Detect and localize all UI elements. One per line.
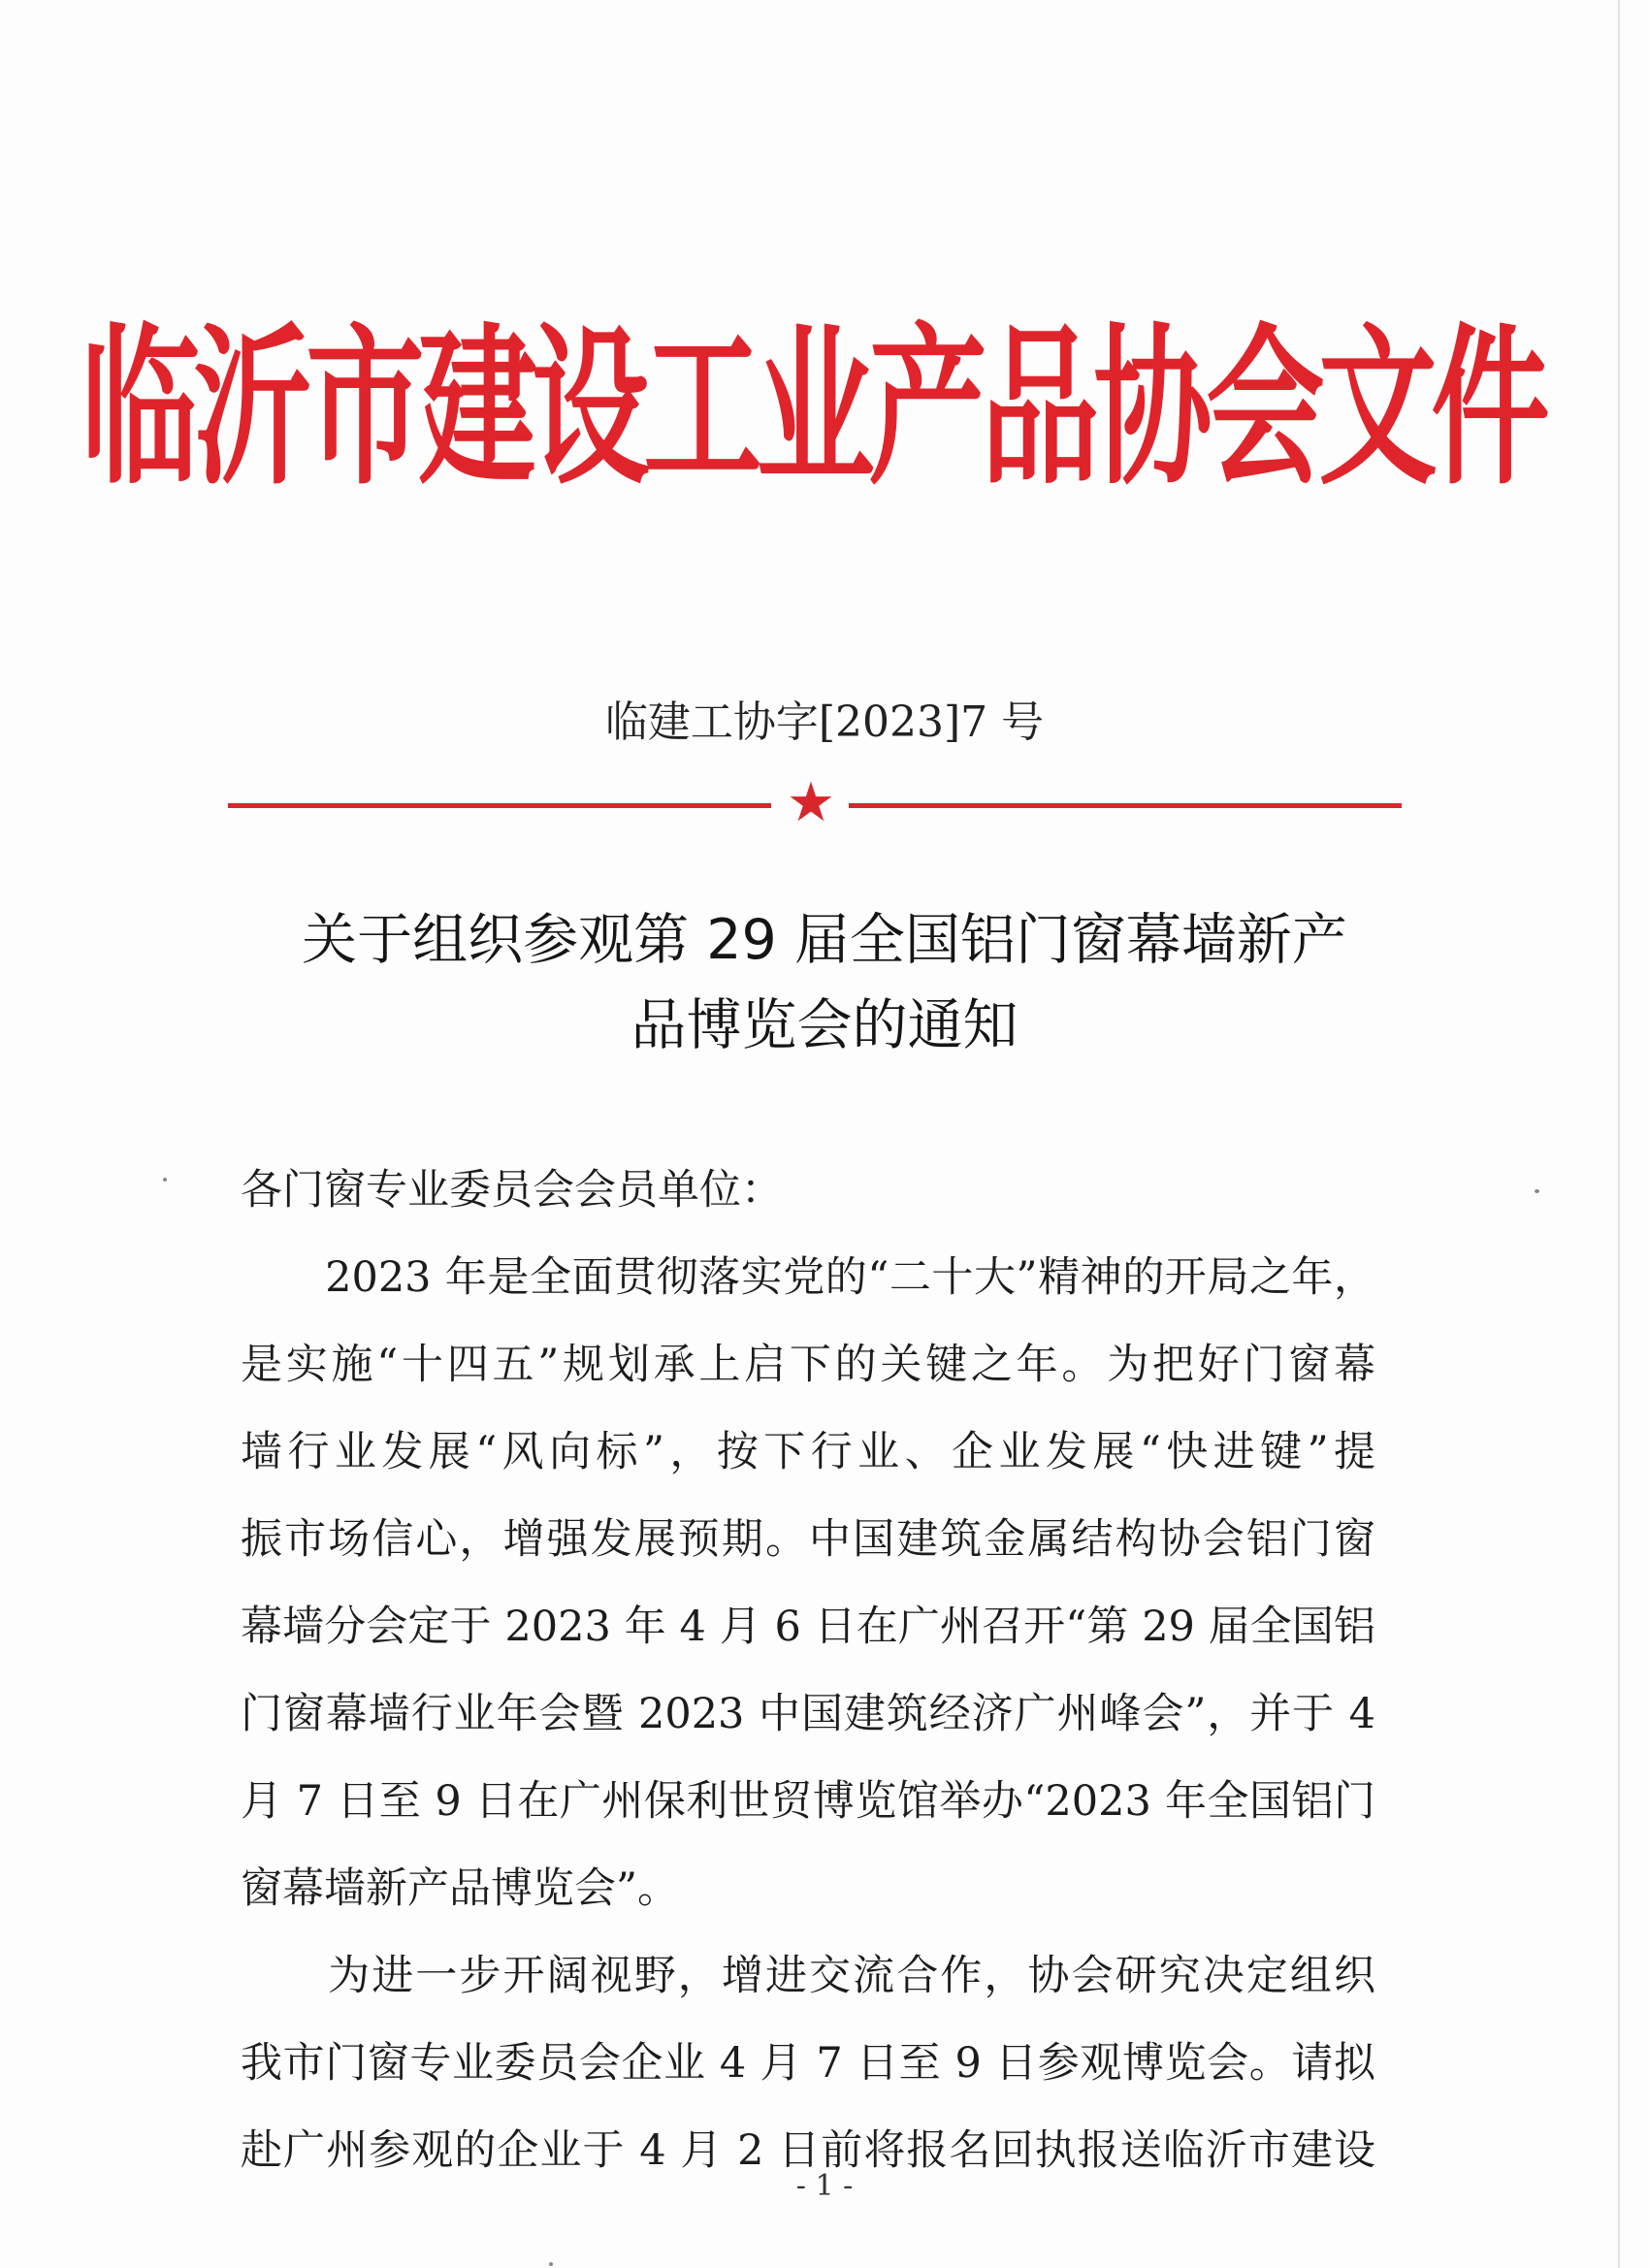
body-line: 墙行业发展“风向标”，按下行业、企业发展“快进键”提 bbox=[241, 1428, 1375, 1476]
body-line: 振市场信心，增强发展预期。中国建筑金属结构协会铝门窗 bbox=[241, 1515, 1375, 1564]
issuer-header: 临沂市建设工业产品协会文件 bbox=[81, 308, 1544, 508]
scan-speck bbox=[549, 2262, 553, 2266]
body-line: 月 7 日至 9 日在广州保利世贸博览馆举办“2023 年全国铝门 bbox=[241, 1777, 1375, 1826]
page-number: - 1 - bbox=[795, 2169, 854, 2203]
body-line: 是实施“十四五”规划承上启下的关键之年。为把好门窗幕 bbox=[241, 1341, 1375, 1389]
paragraph-1 bbox=[241, 1234, 1375, 1932]
body-line: 为进一步开阔视野，增进交流合作，协会研究决定组织 bbox=[241, 1952, 1375, 2000]
body-line: 2023 年是全面贯彻落实党的“二十大”精神的开局之年， bbox=[241, 1253, 1375, 1302]
star-icon: ★ bbox=[786, 771, 836, 834]
scan-speck bbox=[163, 1178, 167, 1182]
red-rule-right bbox=[849, 803, 1402, 808]
scan-edge bbox=[1618, 0, 1620, 2268]
body-line: 门窗幕墙行业年会暨 2023 中国建筑经济广州峰会”，并于 4 bbox=[241, 1690, 1375, 1738]
greeting: 各门窗专业委员会会员单位： bbox=[241, 1166, 783, 1215]
body-line: 窗幕墙新产品博览会”。 bbox=[241, 1864, 679, 1913]
body-line: 幕墙分会定于 2023 年 4 月 6 日在广州召开“第 29 届全国铝 bbox=[241, 1603, 1375, 1651]
scan-speck bbox=[1535, 1189, 1539, 1193]
notice-body bbox=[241, 1147, 1375, 2194]
document-number: 临建工协字[2023]7 号 bbox=[604, 697, 1045, 747]
red-rule-left bbox=[228, 803, 771, 808]
notice-title-line: 关于组织参观第 29 届全国铝门窗幕墙新产 bbox=[302, 908, 1347, 972]
body-line: 赴广州参观的企业于 4 月 2 日前将报名回执报送临沂市建设 bbox=[241, 2126, 1375, 2175]
paragraph-2 bbox=[241, 1932, 1375, 2194]
notice-title bbox=[228, 897, 1421, 1068]
notice-title-line: 品博览会的通知 bbox=[630, 993, 1018, 1057]
body-line: 我市门窗专业委员会企业 4 月 7 日至 9 日参观博览会。请拟 bbox=[241, 2039, 1375, 2088]
